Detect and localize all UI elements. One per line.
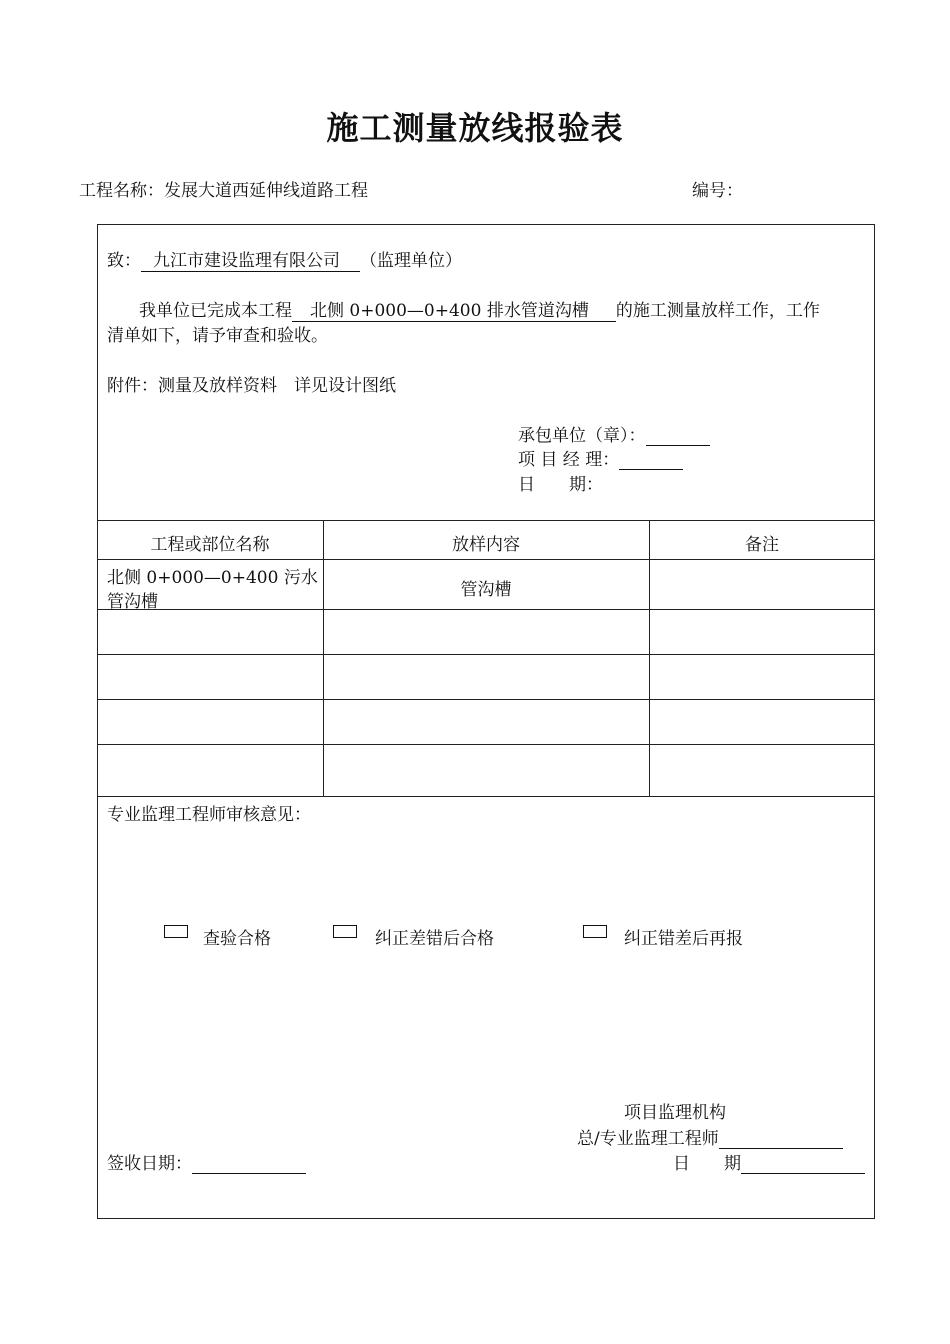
divider [97,699,875,700]
header-content: 放样内容 [452,535,520,555]
column-divider [323,520,324,796]
option-inspection-pass: 查验合格 [203,929,271,949]
divider [97,796,875,797]
number-label: 编号： [692,181,743,201]
divider [97,520,875,521]
table-row-name-line1: 北侧 0+000—0+400 污水 [107,568,318,588]
para-prefix: 我单位已完成本工程 [139,301,292,321]
sign-date-line [107,1149,306,1174]
divider [97,559,875,560]
divider [97,744,875,745]
notice-paragraph-line2: 清单如下，请予审查和验收。 [107,326,328,346]
engineer-line [577,1124,843,1149]
project-label: 工程名称： [79,181,164,201]
to-label: 致： [107,251,141,271]
checkbox-inspection-pass[interactable] [164,925,188,938]
divider [97,609,875,610]
sign-date-label: 签收日期： [107,1154,192,1174]
supervisor-suffix: （监理单位） [360,251,462,271]
divider [97,654,875,655]
to-line [107,246,462,272]
review-date-field[interactable] [741,1155,865,1174]
manager-signature-field[interactable] [619,451,683,470]
checkbox-pass-after-correction[interactable] [333,925,357,938]
review-date-line [673,1149,865,1174]
supervisor-name: 九江市建设监理有限公司 [141,251,360,272]
manager-line [518,445,683,470]
contractor-label: 承包单位（章）： [518,426,646,446]
project-name: 发展大道西延伸线道路工程 [164,181,368,201]
option-resubmit-after-correction: 纠正错差后再报 [624,929,743,949]
header-name: 工程或部位名称 [150,535,270,555]
engineer-label: 总/专业监理工程师 [577,1129,719,1149]
manager-label: 项 目 经 理： [518,450,620,470]
engineer-signature-field[interactable] [719,1130,843,1149]
header-remark: 备注 [745,535,779,555]
attachment-line: 附件：测量及放样资料 详见设计图纸 [107,376,396,396]
org-label: 项目监理机构 [624,1103,726,1123]
page-title: 施工测量放线报验表 [326,109,624,147]
table-row-content: 管沟槽 [460,580,512,600]
table-row-name-line2: 管沟槽 [107,592,158,612]
column-divider [649,520,650,796]
checkbox-resubmit-after-correction[interactable] [583,925,607,938]
notice-paragraph-line1 [139,296,820,322]
notice-date-label: 日 期： [518,475,603,495]
para-project: 北侧 0+000—0+400 排水管道沟槽 [292,301,616,322]
sign-date-field[interactable] [192,1155,306,1174]
review-date-label: 日 期 [673,1154,741,1174]
para-suffix: 的施工测量放样工作，工作 [615,301,820,321]
contractor-signature-field[interactable] [646,427,710,446]
option-pass-after-correction: 纠正差错后合格 [375,929,494,949]
review-label: 专业监理工程师审核意见： [107,805,311,825]
project-line [79,176,368,201]
contractor-line [518,421,710,446]
